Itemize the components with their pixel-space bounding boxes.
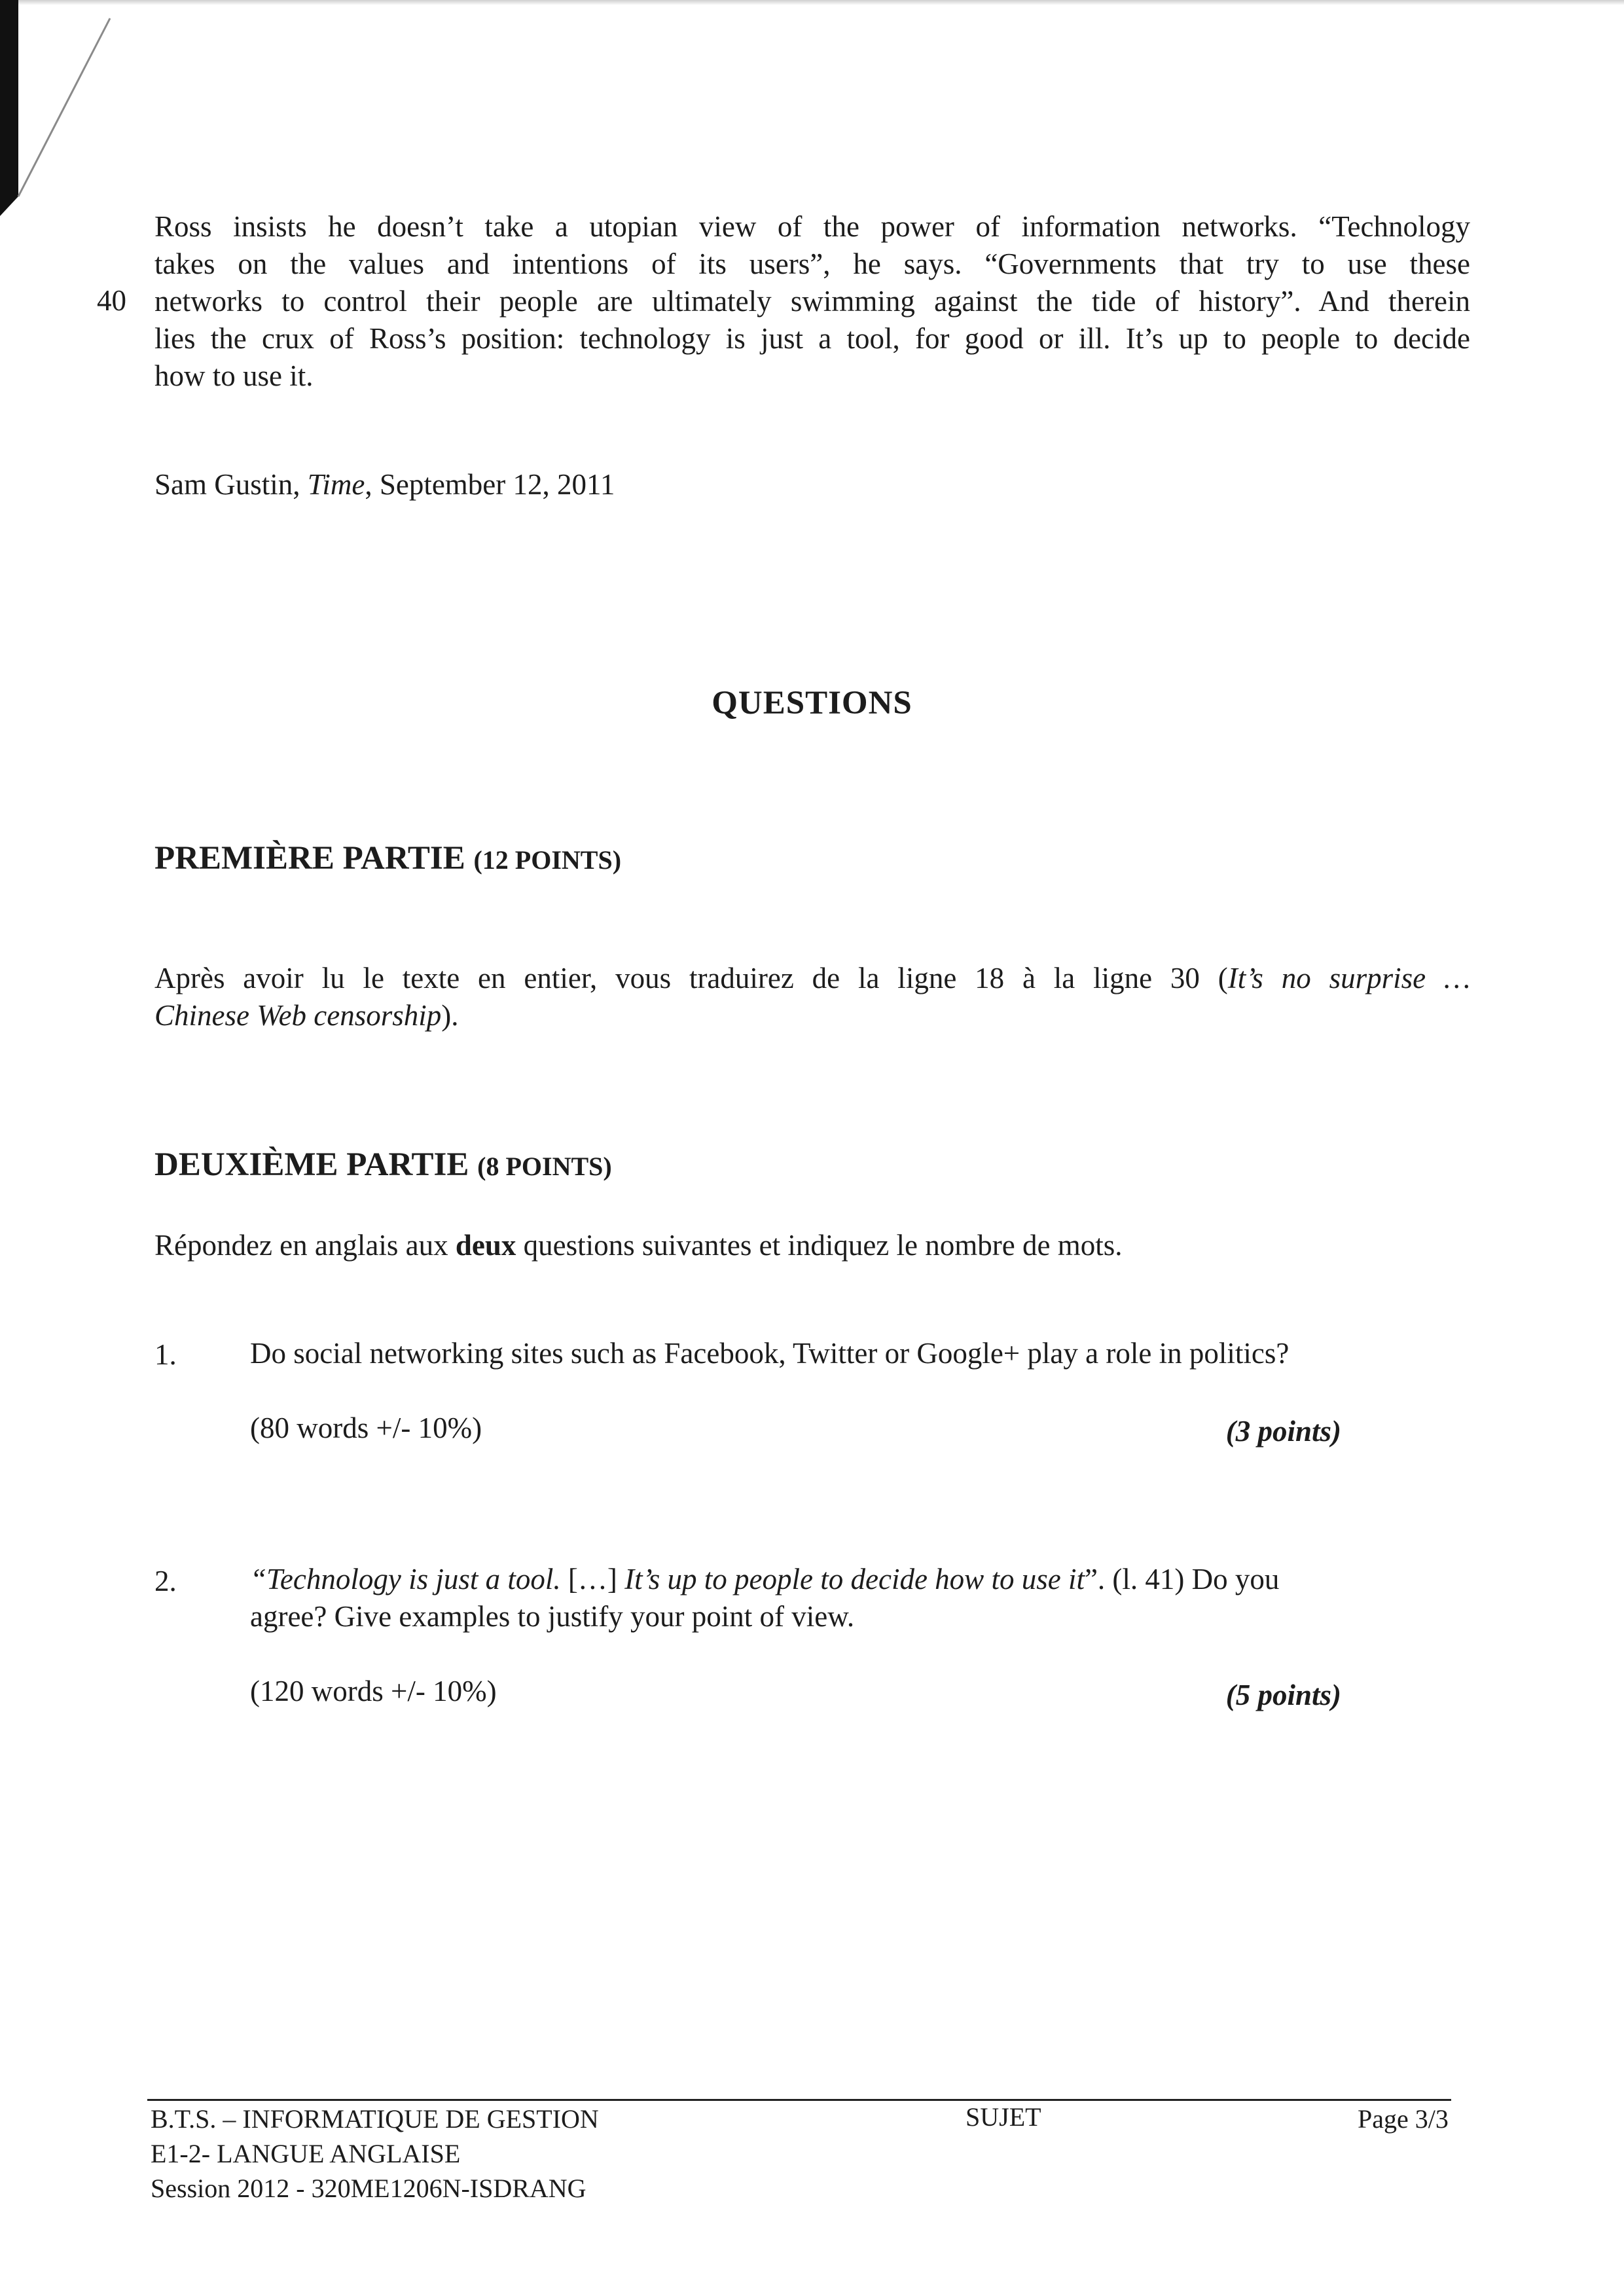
part1-points: (12 POINTS) [473, 845, 622, 875]
footer-line-3: Session 2012 - 320ME1206N-ISDRANG [151, 2174, 586, 2203]
footer-rule [147, 2099, 1451, 2101]
part1-heading [154, 839, 621, 877]
part2-heading [154, 1146, 612, 1184]
part1-instruction-italic: It’s no surprise … [1227, 962, 1470, 994]
question-1-number: 1. [154, 1338, 177, 1371]
source-citation [154, 467, 615, 501]
scan-folded-corner [0, 0, 111, 216]
passage-line: networks to control their people are ultimately swimming against the tide of history”. And therein [154, 285, 1470, 318]
part1-instruction-end: ). [441, 999, 459, 1032]
question-2-quote-end: It’s up to people to decide how to use it [617, 1563, 1085, 1595]
source-date: , September 12, 2011 [365, 468, 615, 501]
question-2-line2: agree? Give examples to justify your point of view. [250, 1600, 855, 1633]
part2-instruction-text: Répondez en anglais aux [154, 1229, 456, 1262]
footer-course-info [151, 2102, 599, 2206]
passage-line: takes on the values and intentions of its users”, he says. “Governments that try to use these [154, 247, 1470, 280]
part1-instruction [154, 960, 1470, 1034]
source-publication: Time [307, 468, 365, 501]
part1-instruction-italic-2: Chinese Web censorship [154, 999, 442, 1032]
part2-title: DEUXIÈME PARTIE [154, 1146, 469, 1183]
part1-instruction-line1 [154, 960, 1470, 997]
part1-instruction-text: Après avoir lu le texte en entier, vous traduirez de la ligne 18 à la ligne 30 ( [154, 962, 1228, 994]
question-2-number: 2. [154, 1565, 177, 1597]
footer-page-number: Page 3/3 [1358, 2104, 1449, 2134]
passage-line: how to use it. [154, 359, 314, 392]
question-2-closing: ”. (l. 41) Do you [1084, 1563, 1280, 1595]
question-2-word-count: (120 words +/- 10%) [250, 1675, 497, 1707]
footer-line-2: E1-2- LANGUE ANGLAISE [151, 2139, 461, 2168]
questions-title: QUESTIONS [712, 685, 912, 721]
question-2-quote: “Technology is just a tool. [250, 1563, 568, 1595]
passage-line: Ross insists he doesn’t take a utopian view of the power of information networks. “Technology [154, 210, 1470, 243]
passage-line: lies the crux of Ross’s position: technology is just a tool, for good or ill. It’s up to people to decide [154, 322, 1470, 355]
part1-instruction-line2 [154, 997, 1470, 1034]
source-author: Sam Gustin, [154, 468, 308, 501]
part2-instruction-bold: deux [455, 1229, 516, 1262]
part2-points: (8 POINTS) [477, 1152, 612, 1181]
line-number: 40 [97, 284, 126, 317]
part2-instruction [154, 1227, 1122, 1264]
part2-instruction-end: questions suivantes et indiquez le nombre de mots. [516, 1229, 1123, 1262]
question-1-word-count: (80 words +/- 10%) [250, 1412, 482, 1444]
passage-paragraph [154, 208, 1470, 395]
part1-title: PREMIÈRE PARTIE [154, 840, 465, 877]
footer-line-1: B.T.S. – INFORMATIQUE DE GESTION [151, 2104, 599, 2134]
question-1-points: (3 points) [1225, 1415, 1341, 1448]
question-2-ellipsis: […] [568, 1563, 617, 1595]
question-2-text [250, 1561, 1461, 1635]
footer-label: SUJET [965, 2102, 1041, 2132]
question-2-points: (5 points) [1225, 1679, 1341, 1711]
question-2-line1 [250, 1561, 1461, 1598]
scan-top-edge [0, 0, 1624, 5]
question-1-text: Do social networking sites such as Facebook, Twitter or Google+ play a role in politics? [250, 1337, 1290, 1370]
